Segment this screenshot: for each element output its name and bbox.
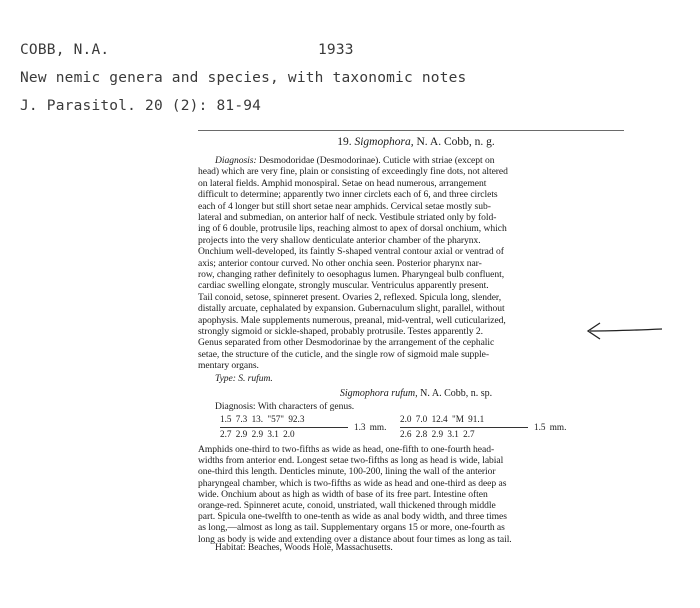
female-measure-top: 1.5 7.3 13. "57" 92.3 — [220, 414, 305, 424]
description-line: wide. Onchium about as high as width of base of its free part. Intestine often — [198, 488, 488, 500]
left-arrow-icon — [584, 320, 664, 342]
diagnosis-line: axis; anterior contour curved. No other onchia seen. Posterior pharynx nar- — [198, 257, 482, 269]
species-diagnosis: Diagnosis: With characters of genus. — [215, 401, 355, 412]
diagnosis-line: ing of 6 double, protrusile lips, reaching almost to apex of dorsal onchium, which — [198, 223, 507, 235]
diagnosis-line: apophysis. Male supplements numerous, preanal, mid-ventral, well cuticularized, — [198, 314, 506, 326]
diagnosis-line: distally arcuate, cephalated by expansion. Gubernaculum slight, parallel, without — [198, 303, 505, 315]
diagnosis-line: Diagnosis: Desmodoridae (Desmodorinae). Cuticle with striae (except on — [215, 155, 495, 166]
diagnosis-line: cardiac swelling elongate, strongly muscular. Ventriculus apparently present. — [198, 280, 489, 292]
type-line: Type: S. rufum. — [215, 373, 273, 384]
diagnosis-line: lateral and submedian, on anterior half of neck. Vestibule striated only by fold- — [198, 212, 497, 223]
description-line: one-third this length. Denticles minute, 100-200, lining the wall of the anterior — [198, 466, 496, 478]
section-number: 19. — [337, 136, 352, 148]
diagnosis-line: head) which are very fine, plain or consisting of exceedingly fine dots, not altered — [198, 166, 508, 178]
scan-top-rule — [198, 130, 624, 131]
diagnosis-line: setae, the structure of the cuticle, and the single row of sigmoid male supple- — [198, 348, 489, 360]
habitat-line: Habitat: Beaches, Woods Hole, Massachusetts. — [215, 542, 393, 553]
species-heading — [198, 388, 634, 399]
male-measure-bottom: 2.6 2.8 2.9 3.1 2.7 — [400, 429, 475, 439]
diagnosis-line: mentary organs. — [198, 360, 259, 372]
diagnosis-line: on lateral fields. Amphid monospiral. Setae on head numerous, arrangement — [198, 177, 487, 189]
card-year: 1933 — [318, 42, 354, 58]
article-scan — [198, 126, 634, 566]
description-line: long as body is wide and extending over a distance about four times as long as tail. — [198, 533, 512, 545]
card-journal: J. Parasitol. 20 (2): 81-94 — [20, 98, 262, 114]
diagnosis-line: projects into the very shallow denticulate anterior chamber of the pharynx. — [198, 234, 481, 246]
genus-name: Sigmophora, — [354, 136, 414, 148]
diagnosis-label: Diagnosis: — [215, 155, 257, 166]
description-line: Amphids one-third to two-fifths as wide as head, one-fifth to one-fourth head- — [198, 444, 495, 455]
diagnosis-line: row, changing rather definitely to oesophagus lumen. Pharyngeal bulb confluent, — [198, 269, 505, 280]
male-measure-top: 2.0 7.0 12.4 "M 91.1 — [400, 414, 485, 424]
card-author: COBB, N.A. — [20, 42, 110, 58]
female-measure-bottom: 2.7 2.9 2.9 3.1 2.0 — [220, 429, 295, 439]
description-line: part. Spicula one-twelfth to one-tenth as wide as anal body width, and three times — [198, 511, 507, 523]
female-length: 1.3 mm. — [354, 422, 387, 432]
description-line: pharyngeal chamber, which is two-fifths as wide as head and one-third as deep as — [198, 477, 507, 489]
description-line: orange-red. Spinneret acute, conoid, unstriated, wall thickened through middle — [198, 500, 496, 511]
species-authority: N. A. Cobb, n. sp. — [420, 388, 493, 399]
diagnosis-line: Tail conoid, setose, spinneret present. Ovaries 2, reflexed. Spicula long, slender, — [198, 291, 502, 303]
male-length: 1.5 mm. — [534, 422, 567, 432]
diagnosis-line: strongly sigmoid or sickle-shaped, probably protrusile. Testes apparently 2. — [198, 326, 483, 337]
diagnosis-line: difficult to determine; apparently two inner circlets each of 6, and three circlets — [198, 189, 498, 201]
section-heading — [198, 136, 634, 148]
description-line: as long,—almost as long as tail. Supplementary organs 15 or more, one-fourth as — [198, 522, 505, 534]
genus-authority: N. A. Cobb, n. g. — [416, 136, 495, 148]
female-fraction-bar — [220, 427, 348, 428]
card-title: New nemic genera and species, with taxonomic notes — [20, 70, 467, 86]
diagnosis-line: Genus separated from other Desmodorinae by the arrangement of the cephalic — [198, 337, 495, 349]
species-name: Sigmophora rufum, — [339, 388, 418, 399]
diagnosis-line: each of 4 longer but still short setae near amphids. Cervical setae mostly sub- — [198, 200, 491, 212]
male-fraction-bar — [400, 427, 528, 428]
diagnosis-line: Onchium well-developed, its faintly S-shaped ventral contour axial or ventrad of — [198, 246, 504, 258]
description-line: widths from anterior end. Longest setae two-fifths as long as head is wide, labial — [198, 455, 504, 467]
